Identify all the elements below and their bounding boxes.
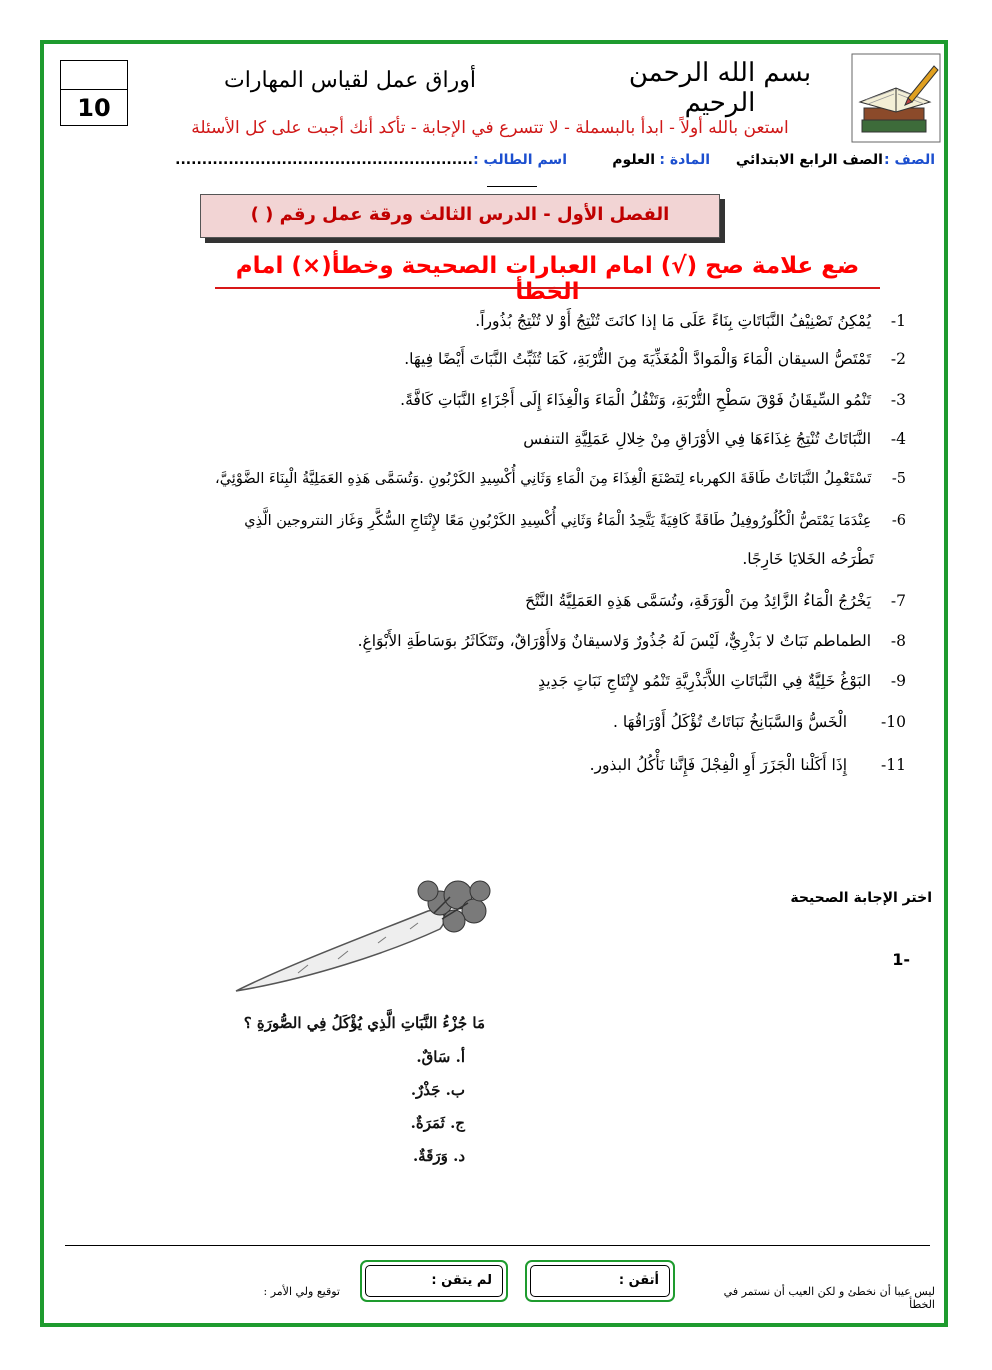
statement-text: إِذَا أَكَلْنا الْجَزَرَ أَوِ الْفِجْلَ فَإِنَّنا نَأْكُلُ البذور. [589, 756, 848, 774]
statement-6 [244, 510, 906, 532]
subject-value: العلوم [612, 152, 655, 168]
statement-text: الْخَسُّ وَالسَّبَانِخُ نَبَاتَاتٌ تُؤْكَلُ أَوْرَاقُهَا . [613, 713, 848, 731]
score-box [60, 60, 128, 126]
statement-9 [538, 670, 906, 692]
not-mastered-label: لم يتقن : [365, 1265, 503, 1297]
statement-text: عِنْدَمَا يَمْتَصُّ الْكُلُورُوفِيلُ طَاقَةً كَافِيَةً يَتَّحِدُ الْمَاءُ وَثَانِي أُكْسِيدِ الكَرْبُونِ مَعًا لإِنْتَاجِ السُّكَّرِ وَغَاز النتروجين الَّذِي [244, 513, 872, 529]
basmala: بسم الله الرحمن الرحيم [628, 58, 812, 118]
mastered-label: أتقن : [530, 1265, 670, 1297]
instructions: استعن بالله أولاً - ابدأ بالبسملة - لا تتسرع في الإجابة - تأكد أنك أجبت على كل الأسئلة [191, 118, 789, 138]
statement-number: 9- [890, 672, 906, 690]
lesson-title: الفصل الأول - الدرس الثالث ورقة عمل رقم ( ) [200, 194, 720, 238]
footer-divider [65, 1245, 930, 1246]
statement-number: 6- [891, 513, 906, 529]
subject-label: المادة : [659, 152, 710, 168]
footer-note: ليس عيبا أن نخطئ و لكن العيب أن نستمر في الخطأ [723, 1285, 935, 1311]
statement-3 [400, 389, 906, 411]
option-c[interactable]: ج. ثَمَرَةٌ. [410, 1114, 465, 1132]
statement-1 [475, 310, 906, 332]
score-box-blank [61, 61, 127, 90]
statement-text: الطماطم نَبَاتٌ لا بَذْرِيٌّ، لَيْسَ لَهُ جُذُورٌ وَلاسيقانٌ وَلاأَوْرَاقٌ، وتَتَكَاثَرُ بوَسَاطَةِ الأَبْوَاغِ. [357, 632, 872, 650]
section2-heading: اختر الإجابة الصحيحة [790, 890, 932, 906]
statement-5 [215, 468, 906, 490]
mastered-box[interactable] [525, 1260, 675, 1302]
mcq-question-1 [200, 1014, 485, 1180]
student-info-row [100, 150, 935, 176]
statement-number: 10- [881, 713, 906, 731]
question-text: مَا جُزْءُ النَّبَاتِ الَّذِي يُؤْكَلُ فِي الصُّورَةِ ؟ [243, 1014, 485, 1032]
statement-7 [525, 590, 906, 612]
grade-value: الصف الرابع الابتدائي [735, 152, 883, 168]
statement-number: 3- [890, 391, 906, 409]
score-value: 10 [77, 94, 111, 122]
statement-number: 1- [890, 312, 906, 330]
statement-text: تَمْتَصُّ السيقان الْمَاءَ وَالْمَوادَّ الْمُغَذِّيَةَ مِنَ التُّرْبَةِ، كَمَا تُثَبِّتُ النَّبَاتَ أَيْضًا فِيهَا. [404, 350, 872, 368]
statement-10 [613, 711, 906, 733]
statement-number: 8- [890, 632, 906, 650]
statement-2 [404, 348, 906, 370]
statement-text: يُمْكِنُ تَصْنِيْفُ النَّبَاتَاتِ بِنَاءً عَلَى مَا إذا كانَتَ تُنْتِجُ أَوْ لا تُنْتِجُ بُذُوراً. [475, 312, 872, 330]
guardian-signature: توقيع ولي الأمر : [263, 1285, 340, 1298]
statement-text: يَخْرُجُ الْمَاءُ الزَّائِدُ مِنَ الْوَرَقَةِ، وتُسَمَّى هَذِهِ العَمَلِيَّةُ النَّتْحَ [525, 592, 872, 610]
book-pencil-logo [850, 52, 942, 144]
option-d[interactable]: د. وَرَقَةٌ. [412, 1147, 465, 1165]
student-name-field[interactable]: ........................................................ [175, 152, 473, 168]
divider [487, 186, 537, 187]
statement-number: 2- [890, 350, 906, 368]
option-b[interactable]: ب. جَذْرٌ. [410, 1081, 465, 1099]
not-mastered-box[interactable] [360, 1260, 508, 1302]
statement-text: تَسْتَعْمِلُ النَّبَاتَاتُ طَاقَةَ الكهرباء لِتَصْنَعَ الْغِذَاءَ مِنَ الْمَاءِ وَثَانِي أُكْسِيدِ الكَرْبُونِ .وَتُسَمَّى هَذِهِ العَمَلِيَّةُ الْبِنَاءَ الضَّوْئِيَّ، [215, 471, 872, 487]
statement-number: 7- [890, 592, 906, 610]
sheet-title: أوراق عمل لقياس المهارات [224, 68, 476, 93]
statement-text: البَوْغُ خَلِيَّةٌ فِي النَّبَاتَاتِ اللاَّبَذْرِيَّةِ تَنْمُو لإِنْتَاجِ نَبَاتٍ جَدِيدٍ [538, 672, 872, 690]
statement-number: 11- [881, 756, 906, 774]
grade-label: الصف : [884, 152, 935, 168]
statement-6-continued: تَطْرَحُه الخَلايَا خَارِجًا. [742, 550, 874, 568]
heading-underline [215, 287, 880, 289]
carrot-image [228, 873, 498, 1003]
statement-11 [590, 754, 906, 776]
section1-heading: ضع علامة صح (√) امام العبارات الصحيحة وخطأ(×) امام الخطأ [235, 253, 860, 305]
option-a[interactable]: أ. سَاقٌ. [416, 1048, 465, 1066]
student-name-label: اسم الطالب : [473, 152, 567, 168]
question-number: 1- [892, 950, 910, 969]
statement-8 [358, 630, 906, 652]
statement-number: 5- [891, 471, 906, 487]
statement-4 [523, 428, 906, 450]
statement-number: 4- [890, 430, 906, 448]
statement-text: النَّبَاتَاتُ تُنْتِجُ غِذَاءَهَا فِي الأوْرَاقِ مِنْ خِلالِ عَمَلِيَّةِ التنفس [523, 430, 872, 448]
statement-text: تَنْمُو السِّيقَانُ فَوْقَ سَطْحِ التُّرْبَةِ، وَتَنْقُلُ الْمَاءَ وَالْغِذَاءَ إِلَى أَجْزَاءِ النَّبَاتِ كَافَّةً. [400, 391, 872, 409]
